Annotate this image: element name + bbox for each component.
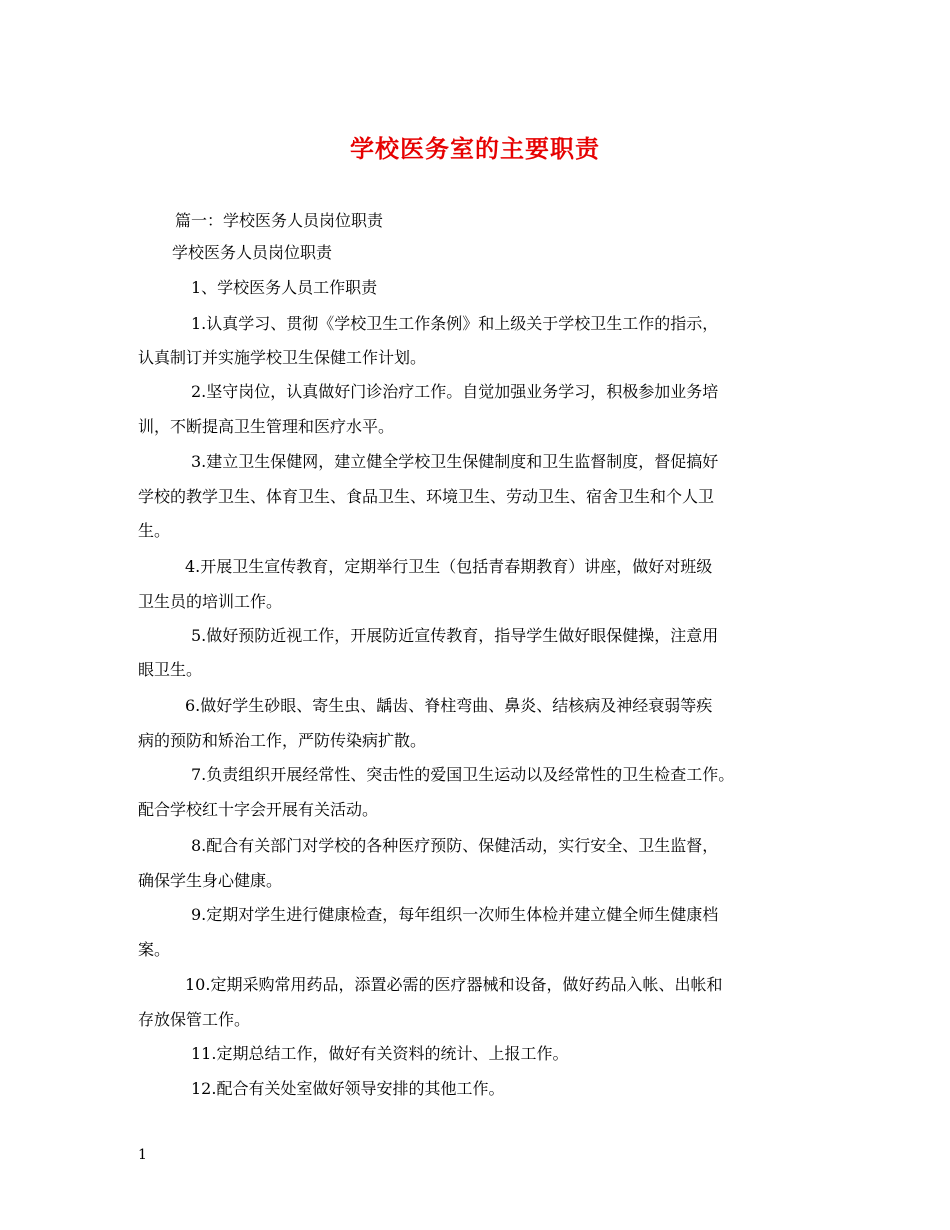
item-8-line-2: 确保学生身心健康。 xyxy=(138,871,283,890)
item-1-line-1: 1.认真学习、贯彻《学校卫生工作条例》和上级关于学校卫生工作的指示， xyxy=(191,314,719,333)
item-6-line-2: 病的预防和矫治工作，严防传染病扩散。 xyxy=(138,731,427,750)
item-5-line-2: 眼卫生。 xyxy=(138,660,203,679)
item-2-line-1: 2.坚守岗位，认真做好门诊治疗工作。自觉加强业务学习，积极参加业务培 xyxy=(191,382,719,401)
item-6-line-1: 6.做好学生砂眼、寄生虫、龋齿、脊柱弯曲、鼻炎、结核病及神经衰弱等疾 xyxy=(185,696,713,715)
item-8-line-1: 8.配合有关部门对学校的各种医疗预防、保健活动，实行安全、卫生监督， xyxy=(191,836,719,855)
item-4-line-2: 卫生员的培训工作。 xyxy=(138,592,283,611)
item-5-line-1: 5.做好预防近视工作，开展防近宣传教育，指导学生做好眼保健操，注意用 xyxy=(191,626,719,645)
sub-heading: 学校医务人员岗位职责 xyxy=(172,243,333,262)
item-10-line-2: 存放保管工作。 xyxy=(138,1010,251,1029)
item-7-line-1: 7.负责组织开展经常性、突击性的爱国卫生运动以及经常性的卫生检查工作。 xyxy=(191,765,735,784)
item-3-line-1: 3.建立卫生保健网，建立健全学校卫生保健制度和卫生监督制度，督促搞好 xyxy=(191,452,719,471)
item-3-line-3: 生。 xyxy=(138,521,171,540)
item-4-line-1: 4.开展卫生宣传教育，定期举行卫生（包括青春期教育）讲座，做好对班级 xyxy=(185,557,713,576)
page-number: 1 xyxy=(138,1147,147,1163)
section-heading: 篇一：学校医务人员岗位职责 xyxy=(175,211,384,230)
item-10-line-1: 10.定期采购常用药品，添置必需的医疗器械和设备，做好药品入帐、出帐和 xyxy=(185,975,723,994)
document-title: 学校医务室的主要职责 xyxy=(350,134,600,163)
item-7-line-2: 配合学校红十字会开展有关活动。 xyxy=(138,800,379,819)
item-3-line-2: 学校的教学卫生、体育卫生、食品卫生、环境卫生、劳动卫生、宿舍卫生和个人卫 xyxy=(138,487,715,506)
item-9-line-1: 9.定期对学生进行健康检查，每年组织一次师生体检并建立健全师生健康档 xyxy=(191,905,719,924)
item-1-line-2: 认真制订并实施学校卫生保健工作计划。 xyxy=(138,348,427,367)
item-12-line-1: 12.配合有关处室做好领导安排的其他工作。 xyxy=(191,1079,505,1098)
item-9-line-2: 案。 xyxy=(138,940,171,959)
numbered-heading: 1、学校医务人员工作职责 xyxy=(191,278,378,297)
item-11-line-1: 11.定期总结工作，做好有关资料的统计、上报工作。 xyxy=(191,1044,569,1063)
item-2-line-2: 训，不断提高卫生管理和医疗水平。 xyxy=(138,417,395,436)
